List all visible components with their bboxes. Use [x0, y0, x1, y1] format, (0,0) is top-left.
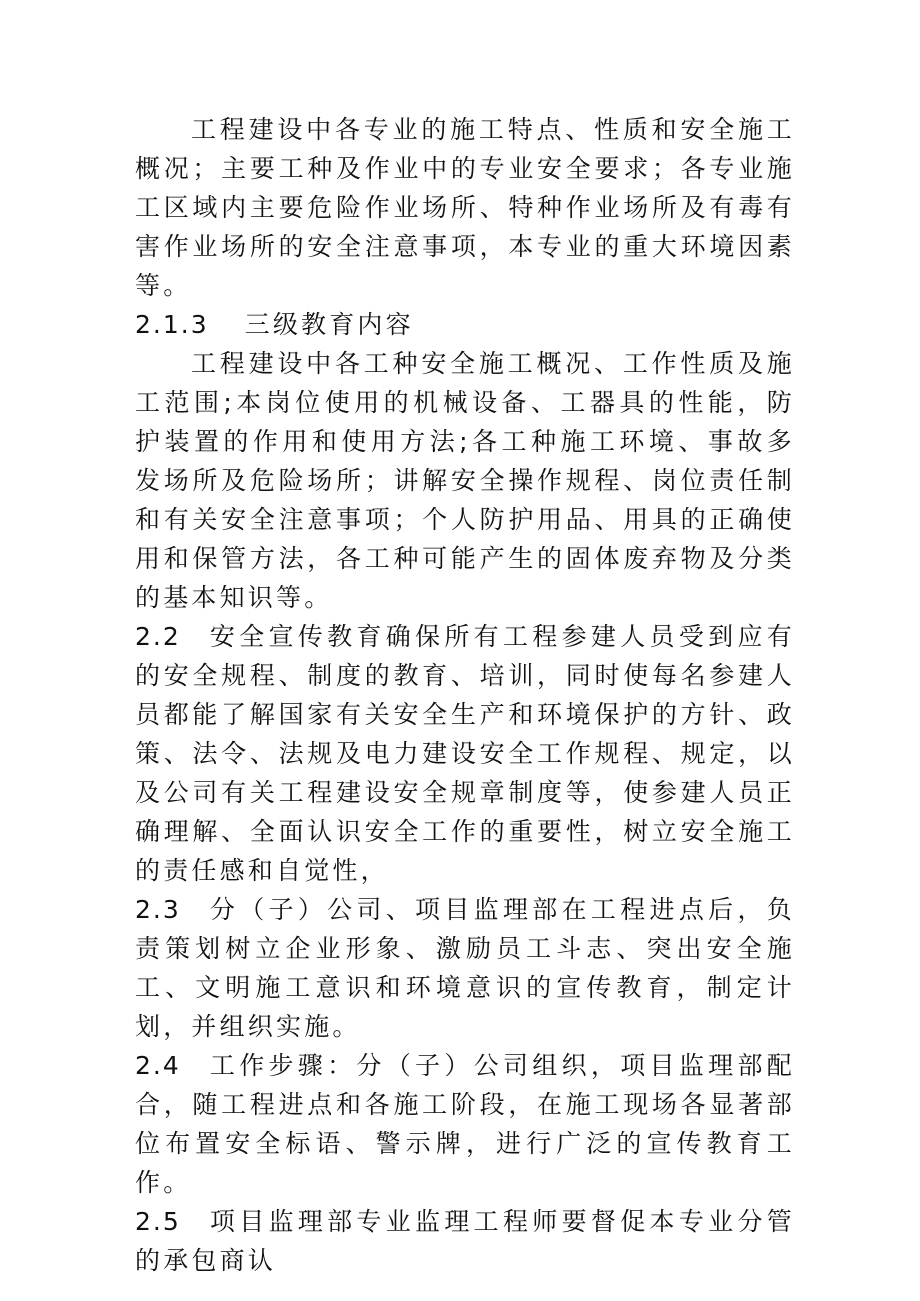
section-number: 2.2 [135, 622, 181, 651]
section-2-1-3-heading [135, 305, 795, 344]
section-2-3 [135, 890, 795, 1046]
section-number: 2.1.3 [135, 310, 209, 339]
section-text: 项目监理部专业监理工程师要督促本专业分管的承包商认 [135, 1207, 795, 1275]
section-title: 三级教育内容 [244, 310, 414, 339]
section-2-2 [135, 617, 795, 890]
section-number: 2.5 [135, 1207, 181, 1236]
section-number: 2.3 [135, 895, 181, 924]
section-2-4 [135, 1046, 795, 1202]
paragraph-third-level-content: 工程建设中各工种安全施工概况、工作性质及施工范围;本岗位使用的机械设备、工器具的性能，防护装置的作用和使用方法;各工种施工环境、事故多发场所及危险场所；讲解安全操作规程、岗位责任制和有关安全注意事项；个人防护用品、用具的正确使用和保管方法，各工种可能产生的固体废弃物及分类的基本知识等。 [135, 349, 795, 612]
paragraph-professional-safety: 工程建设中各专业的施工特点、性质和安全施工概况；主要工种及作业中的专业安全要求；各专业施工区域内主要危险作业场所、特种作业场所及有毒有害作业场所的安全注意事项，本专业的重大环境因素等。 [135, 115, 795, 300]
section-text: 安全宣传教育确保所有工程参建人员受到应有的安全规程、制度的教育、培训，同时使每名参建人员都能了解国家有关安全生产和环境保护的方针、政策、法令、法规及电力建设安全工作规程、规定，以及公司有关工程建设安全规章制度等，使参建人员正确理解、全面认识安全工作的重要性，树立安全施工的责任感和自觉性， [135, 622, 795, 885]
section-text: 分（子）公司、项目监理部在工程进点后，负责策划树立企业形象、激励员工斗志、突出安全施工、文明施工意识和环境意识的宣传教育，制定计划，并组织实施。 [135, 895, 795, 1041]
section-2-5 [135, 1202, 795, 1280]
document-page [135, 110, 795, 1280]
section-number: 2.4 [135, 1051, 181, 1080]
section-text: 工作步骤：分（子）公司组织，项目监理部配合，随工程进点和各施工阶段，在施工现场各显著部位布置安全标语、警示牌，进行广泛的宣传教育工作。 [135, 1051, 795, 1197]
